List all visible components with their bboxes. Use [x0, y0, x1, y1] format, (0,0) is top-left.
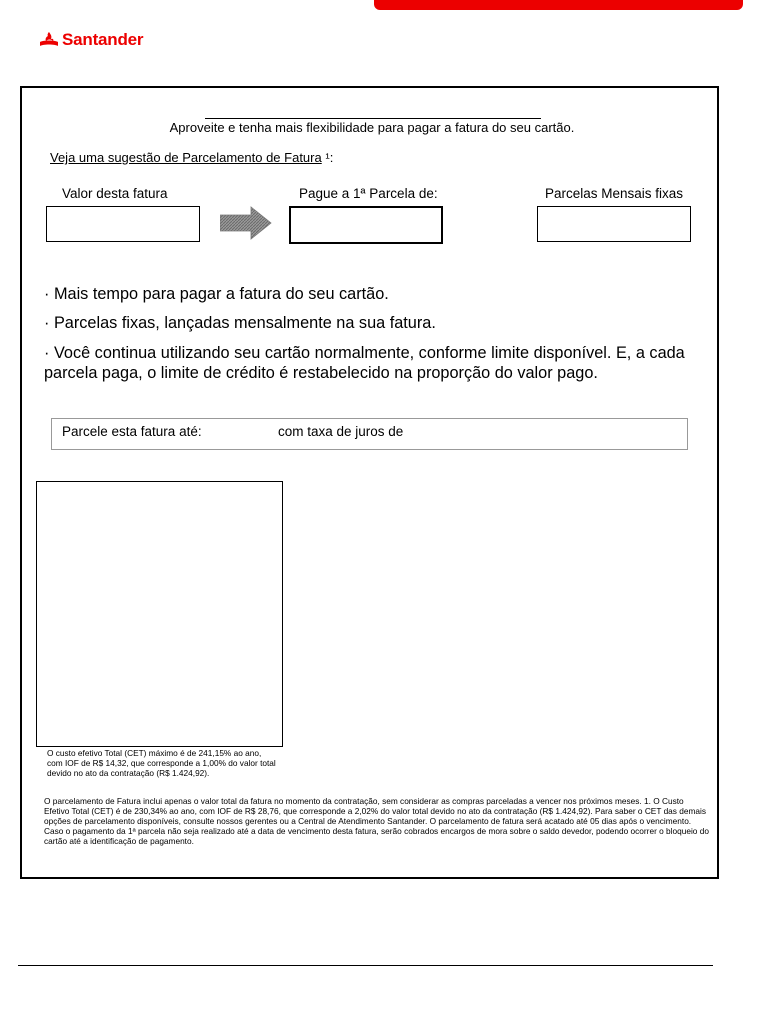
monthly-installments-label: Parcelas Mensais fixas [545, 186, 684, 201]
invoice-value-label: Valor desta fatura [62, 186, 168, 201]
heading-rule [205, 118, 541, 119]
right-arrow-icon [220, 206, 272, 240]
page-bottom-rule [18, 965, 713, 966]
info-image-placeholder [36, 481, 283, 747]
legal-footnote: O parcelamento de Fatura inclui apenas o valor total da fatura no momento da contratação, sem considerar as compras parceladas a vencer nos próximos meses. 1. O Custo Efetivo Total (CET) é de 230,34% ao ano, com IOF de R$ 28,76, que corresponde a 2,02% do valor total devido no ato da contratação (R$ 1.424,92). Para saber o CET das demais opções de parcelamento disponíveis, consulte nossos gerentes ou a Central de Atendimento Santander. O parcelamento de fatura será acatado até 05 dias após o vencimento. Caso o pagamento da 1ª parcela não seja realizado até a data de vencimento desta fatura, serão cobrados encargos de mora sobre o saldo devedor, podendo ocorrer o bloqueio do cartão até a identificação de pagamento. [44, 796, 709, 846]
brand-name: Santander [62, 30, 144, 49]
first-installment-box [289, 206, 443, 244]
benefit-item-1: · Mais tempo para pagar a fatura do seu cartão. [44, 285, 389, 303]
suggestion-mark: ¹: [325, 150, 334, 165]
benefit-item-2: · Parcelas fixas, lançadas mensalmente na sua fatura. [44, 314, 436, 332]
santander-logo [39, 30, 143, 50]
monthly-installments-box [537, 206, 691, 242]
flame-icon [39, 31, 59, 49]
suggestion-heading [50, 150, 333, 165]
cet-note: O custo efetivo Total (CET) máximo é de 241,15% ao ano, com IOF de R$ 14,32, que corresponde a 1,00% do valor total devido no ato da contratação (R$ 1.424,92). [47, 748, 276, 778]
first-installment-label: Pague a 1ª Parcela de: [299, 186, 438, 201]
invoice-value-box [46, 206, 200, 242]
benefit-item-3: · Você continua utilizando seu cartão normalmente, conforme limite disponível. E, a cada parcela paga, o limite de crédito é restabelecido na proporção do valor pago. [44, 344, 685, 382]
header-accent-bar [374, 0, 743, 10]
suggestion-text: Veja uma sugestão de Parcelamento de Fatura [50, 150, 322, 165]
intro-text: Aproveite e tenha mais flexibilidade para pagar a fatura do seu cartão. [169, 120, 575, 135]
interest-rate-prompt: com taxa de juros de [278, 424, 404, 439]
installment-prompt: Parcele esta fatura até: [62, 424, 202, 439]
